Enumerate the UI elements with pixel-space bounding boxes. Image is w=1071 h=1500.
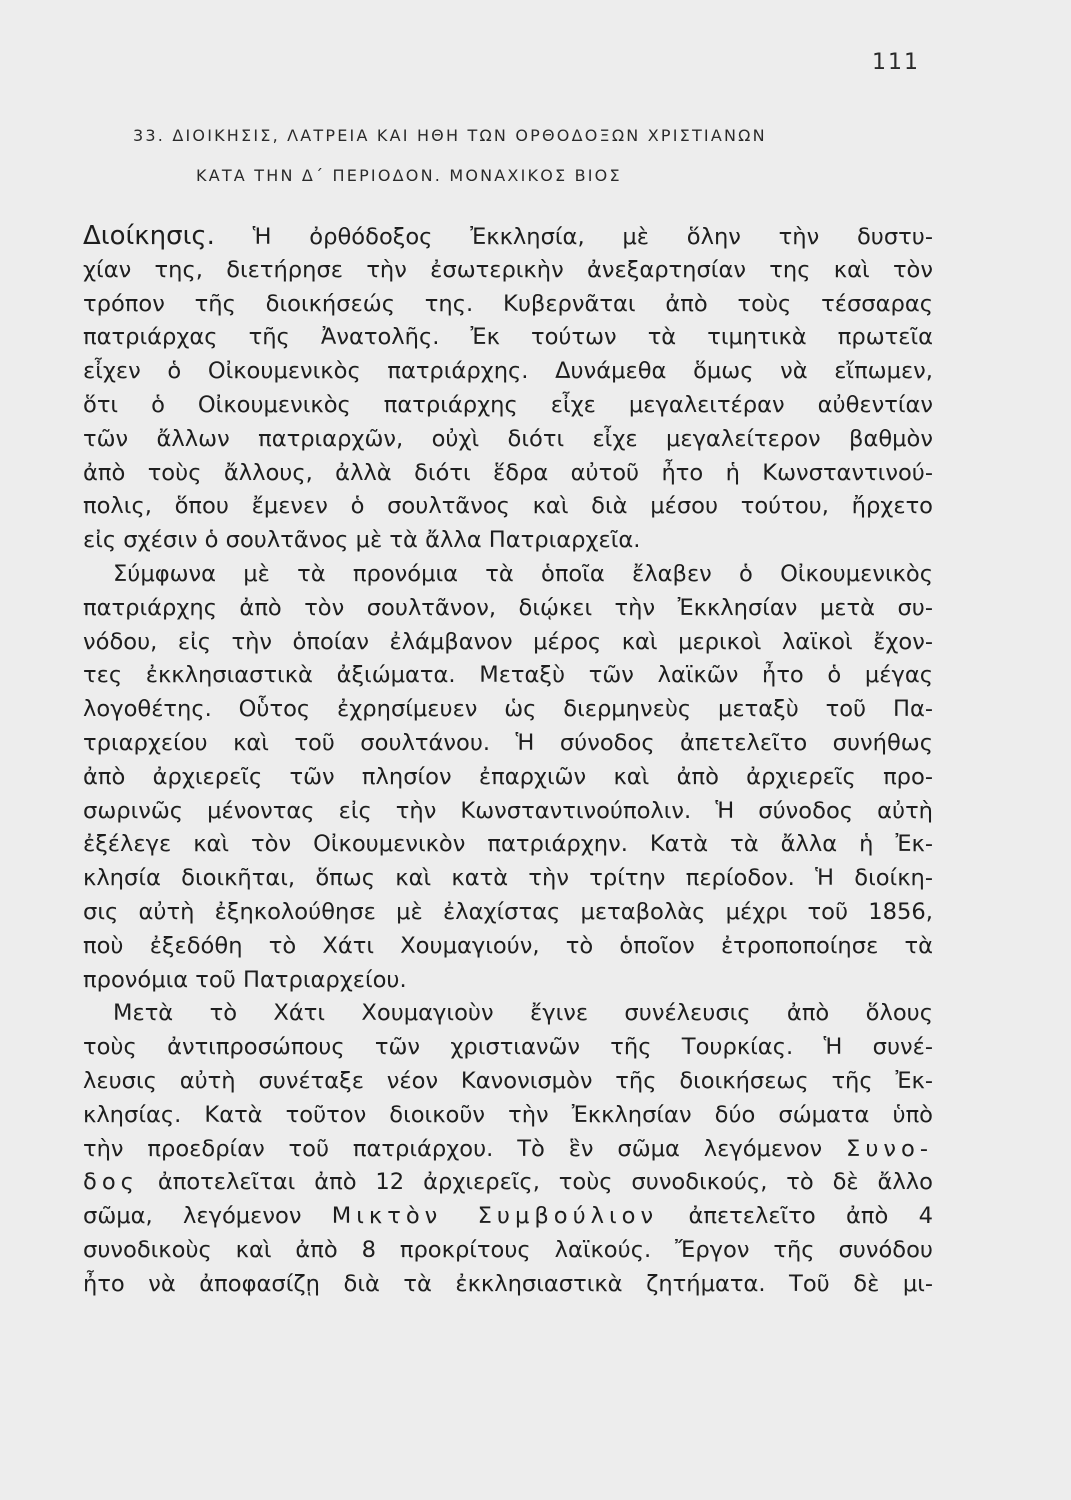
text-line: ἐξέλεγε καὶ τὸν Οἰκουμενικὸν πατριάρχην. Κατὰ τὰ ἄλλα ἡ Ἐκ- bbox=[83, 831, 933, 858]
text-line: δος ἀποτελεῖται ἀπὸ 12 ἀρχιερεῖς, τοὺς συνοδικούς, τὸ δὲ ἄλλο bbox=[83, 1169, 933, 1196]
text-line: εἰς σχέσιν ὁ σουλτᾶνος μὲ τὰ ἄλλα Πατριαρχεῖα. bbox=[83, 527, 641, 554]
text-line: προνόμια τοῦ Πατριαρχείου. bbox=[83, 966, 407, 993]
text-line: λογοθέτης. Οὗτος ἐχρησίμευεν ὡς διερμηνεὺς μεταξὺ τοῦ Πα- bbox=[83, 696, 933, 723]
text-line: ἦτο νὰ ἀποφασίζῃ διὰ τὰ ἐκκλησιαστικὰ ζητήματα. Τοῦ δὲ μι- bbox=[83, 1270, 933, 1297]
text-line: νόδου, εἰς τὴν ὁποίαν ἐλάμβανον μέρος καὶ μερικοὶ λαϊκοὶ ἔχον- bbox=[83, 628, 933, 655]
text-line: ὅτι ὁ Οἰκουμενικὸς πατριάρχης εἶχε μεγαλειτέραν αὐθεντίαν bbox=[83, 391, 933, 418]
text-line: κλησία διοικῆται, ὅπως καὶ κατὰ τὴν τρίτην περίοδον. Ἡ διοίκη- bbox=[83, 865, 933, 892]
text-line: ποὺ ἐξεδόθη τὸ Χάτι Χουμαγιούν, τὸ ὁποῖον ἐτροποποίησε τὰ bbox=[83, 932, 933, 959]
text-line: πολις, ὅπου ἔμενεν ὁ σουλτᾶνος καὶ διὰ μέσου τούτου, ἤρχετο bbox=[83, 493, 933, 520]
text-line: Μετὰ τὸ Χάτι Χουμαγιοὺν ἔγινε συνέλευσις ἀπὸ ὅλους bbox=[113, 1000, 933, 1027]
page-number: 111 bbox=[872, 50, 920, 75]
text-line: Διοίκησις. Ἡ ὀρθόδοξος Ἐκκλησία, μὲ ὅλην τὴν δυστυ- bbox=[83, 221, 933, 251]
text-line: λευσις αὐτὴ συνέταξε νέον Κανονισμὸν τῆς διοικήσεως τῆς Ἐκ- bbox=[83, 1067, 933, 1094]
text-line: τρόπον τῆς διοικήσεώς της. Κυβερνᾶται ἀπὸ τοὺς τέσσαρας bbox=[83, 290, 933, 317]
text-line: εἶχεν ὁ Οἰκουμενικὸς πατριάρχης. Δυνάμεθα ὅμως νὰ εἴπωμεν, bbox=[83, 358, 933, 385]
text-line: κλησίας. Κατὰ τοῦτον διοικοῦν τὴν Ἐκκλησίαν δύο σώματα ὑπὸ bbox=[83, 1101, 933, 1128]
text-line: τριαρχείου καὶ τοῦ σουλτάνου. Ἡ σύνοδος ἀπετελεῖτο συνήθως bbox=[83, 729, 933, 756]
chapter-heading-line-1: 33. ΔΙΟΙΚΗΣΙΣ, ΛΑΤΡΕΙΑ ΚΑΙ ΗΘΗ ΤΩΝ ΟΡΘΟΔΟΞΩΝ ΧΡΙΣΤΙΑΝΩΝ bbox=[133, 126, 767, 145]
text-line: σις αὐτὴ ἐξηκολούθησε μὲ ἐλαχίστας μεταβολὰς μέχρι τοῦ 1856, bbox=[83, 898, 933, 925]
chapter-heading-line-2: ΚΑΤΑ ΤΗΝ Δ΄ ΠΕΡΙΟΔΟΝ. ΜΟΝΑΧΙΚΟΣ ΒΙΟΣ bbox=[196, 166, 622, 185]
text-line: σωρινῶς μένοντας εἰς τὴν Κωνσταντινούπολιν. Ἡ σύνοδος αὐτὴ bbox=[83, 797, 933, 824]
text-line: τες ἐκκλησιαστικὰ ἀξιώματα. Μεταξὺ τῶν λαϊκῶν ἦτο ὁ μέγας bbox=[83, 662, 933, 689]
text-line: ἀπὸ τοὺς ἄλλους, ἀλλὰ διότι ἕδρα αὐτοῦ ἦτο ἡ Κωνσταντινού- bbox=[83, 459, 933, 486]
text-line: τῶν ἄλλων πατριαρχῶν, οὐχὶ διότι εἶχε μεγαλείτερον βαθμὸν bbox=[83, 425, 933, 452]
spaced-term: δος bbox=[83, 1169, 139, 1196]
spaced-term: Μικτὸν Συμβούλιον bbox=[331, 1203, 659, 1230]
text-line: χίαν της, διετήρησε τὴν ἐσωτερικὴν ἀνεξαρτησίαν της καὶ τὸν bbox=[83, 256, 933, 283]
text-line: τοὺς ἀντιπροσώπους τῶν χριστιανῶν τῆς Τουρκίας. Ἡ συνέ- bbox=[83, 1034, 933, 1061]
text-line: σῶμα, λεγόμενον Μικτὸν Συμβούλιον ἀπετελεῖτο ἀπὸ 4 bbox=[83, 1203, 934, 1230]
text-line: πατριάρχης ἀπὸ τὸν σουλτᾶνον, διῴκει τὴν Ἐκκλησίαν μετὰ συ- bbox=[83, 594, 933, 621]
section-lead: Διοίκησις. bbox=[83, 221, 215, 251]
body-text bbox=[83, 220, 933, 1302]
text-line: πατριάρχας τῆς Ἀνατολῆς. Ἐκ τούτων τὰ τιμητικὰ πρωτεῖα bbox=[83, 324, 933, 351]
spaced-term: Συνο- bbox=[846, 1135, 933, 1162]
text-line: συνοδικοὺς καὶ ἀπὸ 8 προκρίτους λαϊκούς. Ἔργον τῆς συνόδου bbox=[83, 1236, 933, 1263]
text-line: τὴν προεδρίαν τοῦ πατριάρχου. Τὸ ἓν σῶμα λεγόμενον Συνο- bbox=[83, 1135, 933, 1162]
text-line: Σύμφωνα μὲ τὰ προνόμια τὰ ὁποῖα ἔλαβεν ὁ Οἰκουμενικὸς bbox=[113, 560, 933, 587]
text-line: ἀπὸ ἀρχιερεῖς τῶν πλησίον ἐπαρχιῶν καὶ ἀπὸ ἀρχιερεῖς προ- bbox=[83, 763, 933, 790]
